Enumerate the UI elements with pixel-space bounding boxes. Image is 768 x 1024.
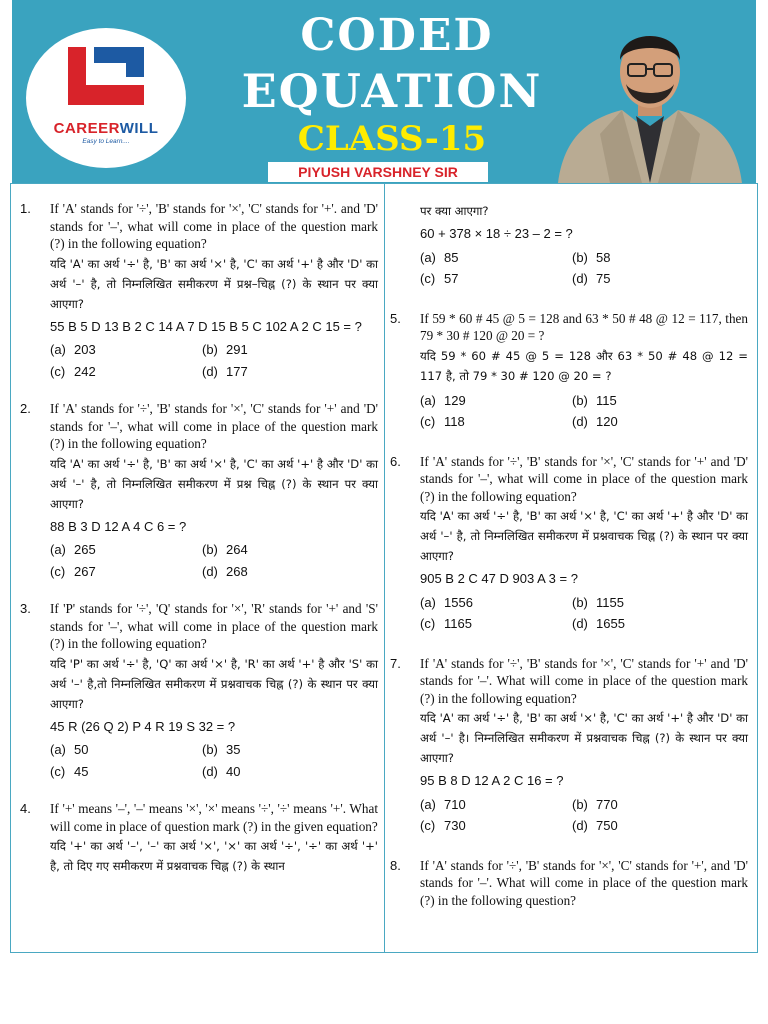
question-number: 5. [390, 310, 401, 326]
option-key: (a) [50, 542, 66, 557]
option-a [420, 249, 572, 267]
logo-brand-b: WILL [119, 120, 159, 137]
option-value: 291 [226, 342, 248, 357]
question-4-continued [390, 201, 748, 288]
option-a [50, 341, 202, 359]
left-column [20, 200, 378, 876]
options [420, 392, 748, 431]
option-value: 265 [74, 542, 96, 557]
question-text-en: If 'A' stands for '÷', 'B' stands for '×', 'C' stands for '+' and 'D' stands for '–', what will come in place of the question mark (?) in the following equation? [420, 453, 748, 504]
option-a [420, 594, 572, 612]
logo-mark-icon [64, 43, 148, 109]
options [420, 594, 748, 633]
question-4 [20, 800, 378, 876]
option-value: 1165 [444, 616, 472, 631]
question-text-en: If 'A' stands for '÷', 'B' stands for '×', 'C' stands for '+' and 'D' stands for '–'. What will come in place of the question mark (?) in the following equation? [420, 655, 748, 706]
right-column [390, 200, 748, 909]
option-value: 120 [596, 414, 618, 429]
option-key: (a) [50, 742, 66, 757]
option-value: 118 [444, 414, 465, 429]
option-value: 770 [596, 796, 618, 812]
option-value: 1556 [444, 594, 473, 610]
option-c [420, 270, 572, 288]
option-d [572, 413, 724, 431]
option-key: (a) [420, 249, 436, 265]
teacher-name: PIYUSH VARSHNEY SIR [268, 162, 488, 182]
option-value: 242 [74, 363, 96, 379]
option-c [50, 363, 202, 381]
option-value: 177 [226, 363, 248, 379]
option-key: (b) [572, 796, 588, 812]
option-key: (c) [420, 616, 436, 631]
option-b [202, 541, 354, 559]
option-b [202, 341, 354, 359]
option-key: (b) [572, 594, 588, 610]
options [420, 796, 748, 835]
option-value: 1655 [596, 616, 625, 631]
option-key: (b) [202, 342, 218, 357]
question-text-hi: यदि '+' का अर्थ '–', '–' का अर्थ '×', '×' का अर्थ '÷', '÷' का अर्थ '+' है, तो दिए गए समीकरण में प्रश्नवाचक चिह्न (?) के स्थान [50, 839, 378, 873]
option-key: (d) [572, 818, 588, 833]
option-value: 129 [444, 392, 466, 408]
options [50, 741, 378, 780]
question-text-en: If 'A' stands for '÷', 'B' stands for '×', 'C' stands for '+', and 'D' stands for '–'. What will come in place of the question mark (?) in the following question? [420, 857, 748, 908]
option-key: (d) [572, 271, 588, 286]
option-a [50, 741, 202, 759]
option-value: 203 [74, 342, 96, 357]
option-b [202, 741, 354, 759]
option-key: (b) [202, 542, 218, 557]
option-value: 750 [596, 818, 618, 833]
question-equation: 45 R (26 Q 2) P 4 R 19 S 32 = ? [50, 718, 236, 734]
question-text-hi: यदि 'A' का अर्थ '÷' है, 'B' का अर्थ '×' है, 'C' का अर्थ '+' है और 'D' का अर्थ '–' है, तो निम्नलिखित समीकरण में प्रश्न चिह्न (?) के स्थान पर क्या आएगा? [50, 456, 378, 511]
option-key: (b) [202, 742, 218, 757]
option-key: (b) [572, 249, 588, 265]
option-c [420, 817, 572, 835]
question-7 [390, 655, 748, 835]
question-3 [20, 600, 378, 780]
question-text-hi: यदि 'A' का अर्थ '÷' है, 'B' का अर्थ '×' है, 'C' का अर्थ '+' है और 'D' का अर्थ '–' है, तो निम्नलिखित समीकरण में प्रश्नवाचक चिह्न (?) के स्थान पर क्या आएगा? [420, 509, 748, 563]
question-text-hi: यदि 59 * 60 # 45 @ 5 = 128 और 63 * 50 # 48 @ 12 = 117 है, तो 79 * 30 # 120 @ 20 = ? [420, 348, 748, 383]
option-b [572, 249, 724, 267]
option-value: 267 [74, 563, 96, 579]
question-8 [390, 857, 748, 910]
option-a [50, 541, 202, 559]
options [50, 541, 378, 580]
option-value: 35 [226, 742, 241, 757]
careerwill-logo [26, 28, 186, 168]
logo-wordmark [26, 120, 186, 137]
option-key: (c) [50, 763, 66, 779]
question-equation: 905 B 2 C 47 D 903 A 3 = ? [420, 571, 578, 586]
option-key: (c) [420, 414, 436, 429]
option-c [50, 563, 202, 581]
question-equation: 60 + 378 × 18 ÷ 23 – 2 = ? [420, 226, 573, 241]
option-value: 45 [74, 763, 89, 779]
question-number: 8. [390, 857, 401, 873]
logo-tagline: Easy to Learn.... [82, 138, 130, 145]
option-value: 264 [226, 542, 248, 557]
option-b [572, 392, 724, 410]
option-value: 50 [74, 742, 89, 757]
option-key: (a) [420, 796, 436, 812]
title-line-1: CODED [300, 10, 494, 61]
options [50, 341, 378, 380]
column-divider [384, 183, 385, 953]
option-value: 57 [444, 271, 459, 286]
option-c [420, 615, 572, 633]
question-text-hi-continued: पर क्या आएगा? [420, 204, 489, 218]
teacher-photo [550, 14, 750, 183]
logo-brand-a: CAREER [53, 120, 120, 137]
option-key: (d) [572, 616, 588, 631]
question-text-en: If 'A' stands for '÷', 'B' stands for '×', 'C' stands for '+' and 'D' stands for '–', what will come in place of the question mark (?) in the following equation? [50, 401, 378, 451]
option-key: (d) [202, 763, 218, 779]
question-number: 7. [390, 655, 401, 671]
options [420, 249, 748, 288]
option-key: (a) [50, 342, 66, 357]
option-value: 115 [596, 392, 617, 408]
question-number: 6. [390, 453, 401, 469]
question-1 [20, 200, 378, 380]
question-equation: 88 B 3 D 12 A 4 C 6 = ? [50, 518, 187, 534]
option-value: 730 [444, 818, 466, 833]
option-a [420, 392, 572, 410]
option-value: 75 [596, 271, 611, 286]
option-d [572, 615, 724, 633]
option-key: (b) [572, 392, 588, 408]
option-d [572, 270, 724, 288]
option-key: (c) [50, 363, 66, 379]
option-key: (c) [420, 818, 436, 833]
question-text-hi: यदि 'A' का अर्थ '÷' है, 'B' का अर्थ '×' है, 'C' का अर्थ '+' है और 'D' का अर्थ '–' है। निम्नलिखित समीकरण में प्रश्नवाचक चिह्न (?) के स्थान पर क्या आएगा? [420, 711, 748, 765]
option-value: 710 [444, 796, 466, 812]
option-key: (d) [202, 563, 218, 579]
option-c [50, 763, 202, 781]
question-number: 1. [20, 201, 31, 216]
question-text-en: If 'A' stands for '÷', 'B' stands for '×', 'C' stands for '+'. and 'D' stands for '–', what will come in place of the question mark (?) in the following equation? [50, 201, 378, 251]
question-6 [390, 453, 748, 633]
option-key: (a) [420, 392, 436, 408]
question-number: 4. [20, 801, 31, 816]
title-line-2: EQUATION [241, 64, 543, 118]
option-b [572, 594, 724, 612]
question-text-en: If 'P' stands for '÷', 'Q' stands for '×', 'R' stands for '+' and 'S' stands for '–', what will come in place of the question mark (?) in the following equation? [50, 601, 378, 651]
class-label: CLASS-15 [297, 119, 487, 159]
option-value: 1155 [596, 594, 624, 610]
option-value: 40 [226, 763, 241, 779]
option-key: (c) [50, 563, 66, 579]
option-c [420, 413, 572, 431]
option-d [202, 763, 354, 781]
question-text-hi: यदि 'A' का अर्थ '÷' है, 'B' का अर्थ '×' है, 'C' का अर्थ '+' है और 'D' का अर्थ '–' है, तो निम्नलिखित समीकरण में प्रश्न–चिह्न (?) के स्थान पर क्या आएगा? [50, 256, 378, 311]
question-number: 2. [20, 401, 31, 416]
question-number: 3. [20, 601, 31, 616]
question-5 [390, 310, 748, 431]
question-text-en: If '+' means '–', '–' means '×', '×' means '÷', '÷' means '+'. What will come in place of question mark (?) in the given equation? [50, 801, 378, 834]
option-d [202, 363, 354, 381]
header-banner [12, 0, 756, 183]
option-key: (d) [202, 363, 218, 379]
option-key: (c) [420, 271, 436, 286]
question-equation: 55 B 5 D 13 B 2 C 14 A 7 D 15 B 5 C 102 A 2 C 15 = ? [50, 318, 362, 334]
option-value: 85 [444, 249, 459, 265]
question-equation: 95 B 8 D 12 A 2 C 16 = ? [420, 773, 564, 788]
option-b [572, 796, 724, 814]
option-key: (a) [420, 594, 436, 610]
question-2 [20, 400, 378, 580]
option-a [420, 796, 572, 814]
option-d [572, 817, 724, 835]
option-key: (d) [572, 414, 588, 429]
question-text-hi: यदि 'P' का अर्थ '÷' है, 'Q' का अर्थ '×' है, 'R' का अर्थ '+' है और 'S' का अर्थ '–' है,तो निम्नलिखित समीकरण में प्रश्नवाचक चिह्न (?) के स्थान पर क्या आएगा? [50, 656, 378, 711]
option-value: 268 [226, 563, 248, 579]
option-value: 58 [596, 249, 611, 265]
question-text-en: If 59 * 60 # 45 @ 5 = 128 and 63 * 50 # 48 @ 12 = 117, then 79 * 30 # 120 @ 20 = ? [420, 310, 748, 343]
option-d [202, 563, 354, 581]
